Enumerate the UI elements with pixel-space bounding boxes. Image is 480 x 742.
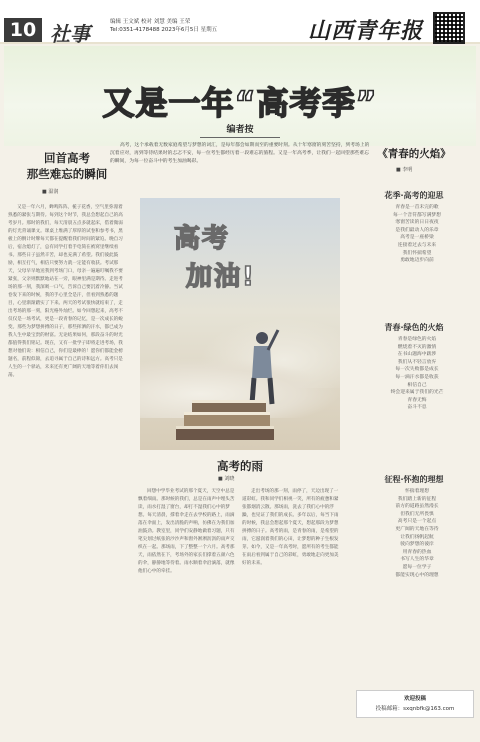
right-article-title: 《青春的火焰》 (377, 148, 451, 160)
middle-article-title: 高考的雨 (217, 459, 263, 473)
header-info-line2: Tel:0351-4178488 2023年6月5日 星期五 (110, 27, 218, 33)
newspaper-logo: 山西青年报 (308, 18, 424, 44)
poster-image (140, 198, 340, 450)
contribution-email[interactable]: 投稿邮箱：sxqnbfk@163.com (375, 706, 455, 712)
poster-headline-2: 加油! (186, 262, 256, 292)
poem-2-body: 青春是绿色的火焰 燃烧着不灭的激情 在书山题海中跋涉 我们从不轻言放弃 每一次失败都是成长 每一滴汗水都是收获 相信自己 终会迎来属于我们的光芒 青春无悔 奋斗不息 (390, 337, 444, 411)
poem-2-title: 青春·绿色的火焰 (384, 323, 444, 332)
qr-code-icon (433, 12, 465, 44)
middle-article-body-col1: 回想中学毕业考试的那个夏天，天空中总是飘着细雨。那时候的我们，总是在雨声中埋头苦读，雨水打湿了窗台，却打不湿我们心中的梦想。每天清晨，撑着伞走在去学校的路上，雨滴落在伞面上，发出清脆的声响，仿佛在为我们加油鼓劲。教室里，同学们安静地做着习题，只有笔尖划过纸张的沙沙声和窗外淅淅沥沥的雨声交织在一起。那场雨，下了整整一个六月。高考那天，雨依然在下，考场外的家长们撑着五颜六色的伞，静静地等待着。雨水顺着伞沿滴落，就像他们心中的牵挂。 (138, 489, 235, 574)
poem-1-title: 花季·高考的迎思 (384, 191, 444, 200)
middle-article-body-col2: 走出考场的那一刻，雨停了，天边出现了一道彩虹。我和同学们相视一笑，所有的疲惫和紧张都烟消云散。那场雨，洗去了我们心中的浮躁，也见证了我们的成长。多年以后，每当下雨的时候，我总会想起那个夏天，想起那段为梦想拼搏的日子。高考的雨，是青春的雨，是希望的雨，它滋润着我们的心田，让梦想的种子生根发芽。如今，又是一年高考时，愿所有的考生都能在雨后看到属于自己的彩虹，勇敢地走向更加美好的未来。 (242, 489, 339, 566)
poem-1-body: 青春是一首未完的歌 每一个音符都写满梦想 寒窗苦读的日日夜夜 是我们最动人的乐章 高考是一座桥梁 连接着过去与未来 我们怀揣希望 勇敢地迈步向前 (393, 205, 441, 264)
right-article-byline: ■ 李明 (396, 167, 413, 173)
main-title: 又是一年“高考季” (102, 84, 378, 122)
header-info (110, 18, 260, 34)
left-article-byline: ■ 温润 (42, 189, 59, 195)
student-figure-icon (240, 328, 280, 406)
left-article-title-text: 回首高考 那些难忘的瞬间 (26, 151, 108, 181)
header-info-line1: 编辑 王文斌 校对 刘慧 美编 王荣 (110, 19, 191, 25)
poster-headline-1: 高考 (174, 224, 231, 254)
poem-3-body: 怀揣着理想 我们踏上新的征程 前方的道路虽然漫长 但我们无所畏惧 高考只是一个起点 更广阔的天地在等待 让我们扬帆起航 驶向梦想的彼岸 用青春的热血 书写人生的华章 愿每一位学子 都能实现心中的理想 (395, 489, 439, 578)
middle-article-byline: ■ 刘晓 (218, 476, 235, 482)
left-article-title (22, 150, 112, 182)
editor-note-label: 编者按 (200, 122, 280, 138)
section-logo: 社事 (50, 22, 90, 46)
page-number: 10 (4, 18, 42, 42)
left-article-body: 又是一年六月，蝉鸣阵阵，栀子花香，空气里弥漫着熟悉的紧张与期待。每到这个时节，我总会想起自己的高考岁月。那时的我们，每天清晨五点多就起床，借着微弱的灯光背诵课文。课桌上堆满了厚厚的试卷和参考书，黑板上的倒计时牌每天都在提醒着我们时间的紧迫。晚自习后，宿舍熄灯了，总有同学打着手电筒在被窝里继续看书。那些日子虽然辛苦，却也充满了希望。我们彼此鼓励，相互打气，相信只要努力就一定能有收获。考试那天，父母早早地送我到考场门口，母亲一遍遍叮嘱我不要紧张，父亲则默默地站在一旁，眼神里满是期待。走进考场的那一刻，我深吸一口气，告诉自己要沉着冷静。当试卷发下来的时候，我的手心里全是汗，但看到熟悉的题目，心里渐渐踏实了下来。两天的考试很快就结束了，走出考场的那一刻，阳光格外灿烂。如今回想起来，高考不仅仅是一场考试，更是一段青春的记忆，是一次成长的蜕变。那些为梦想拼搏的日子，那些挥洒的汗水，都已成为我人生中最宝贵的财富。无论结果如何，那段奋斗的时光都值得我们铭记。现在，又有一批学子即将走进考场，我想对他们说：相信自己，你们是最棒的！愿你们都能金榜题名，前程似锦，去追寻属于自己的诗和远方。高考只是人生的一个驿站，未来还有更广阔的天地等着你们去闯荡。 (8, 205, 123, 378)
books-stack-icon (170, 398, 280, 444)
contribution-label: 欢迎投稿 (403, 696, 426, 702)
editor-intro: 高考，这个承载着无数家庭希望与梦想的词汇，是每年都会如期而至的重要时刻。从十年寒窗的刻苦坚持，到考场上的沉着应对，再到等待结果时的忐忑不安，每一位考生都经历着一段难忘的旅程。又是一年高考季，让我们一起回望那些难忘的瞬间，为每一位奋斗中的考生加油喝彩。 (110, 143, 370, 165)
poem-3-title: 征程·怀抱的理想 (384, 475, 444, 484)
